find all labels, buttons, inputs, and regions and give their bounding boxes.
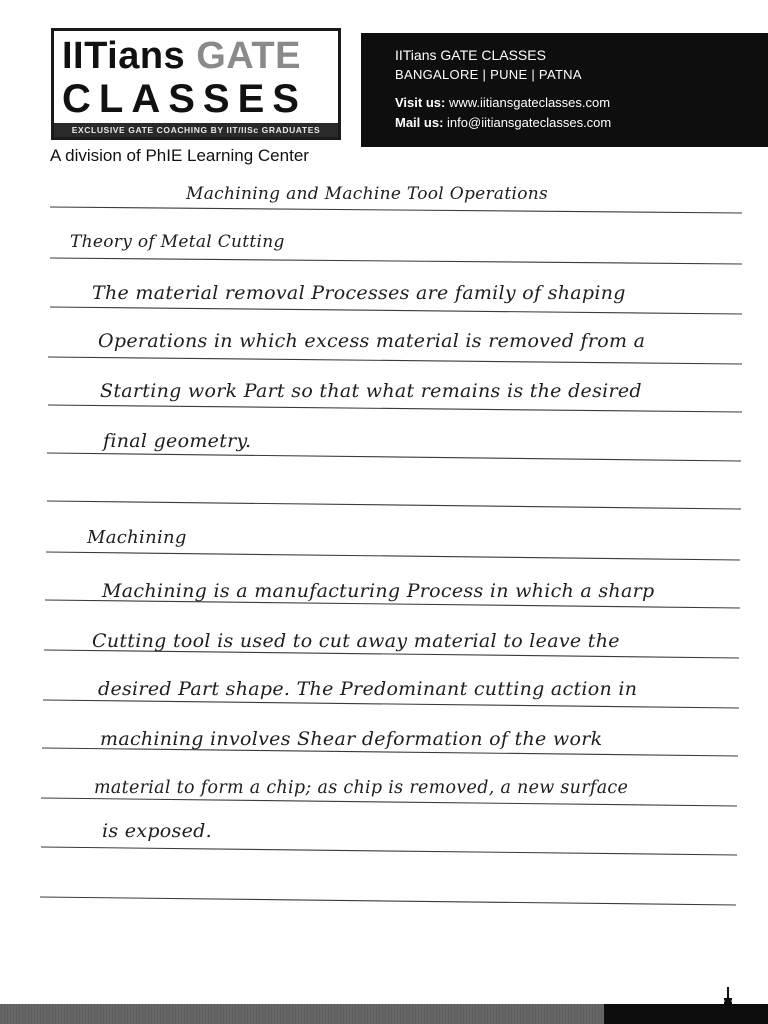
ruled-line	[40, 897, 736, 905]
notes-title: Machining and Machine Tool Operations	[186, 184, 549, 204]
ruled-line	[48, 405, 742, 412]
ruled-line	[47, 501, 741, 509]
section1-line: Starting work Part so that what remains is the desired	[100, 380, 642, 402]
section2-line: desired Part shape. The Predominant cutting action in	[98, 678, 638, 700]
ruled-line	[41, 798, 737, 806]
ruled-line	[50, 258, 742, 264]
logo-word-iitians: IITians	[62, 35, 186, 77]
ruled-line	[48, 357, 742, 364]
section1-line: final geometry.	[103, 430, 252, 452]
logo-word-gate: GATE	[196, 35, 301, 77]
website-label: Visit us:	[395, 95, 446, 110]
division-text: A division of PhIE Learning Center	[50, 146, 309, 165]
ruled-line	[43, 700, 739, 708]
section2-line: Machining is a manufacturing Process in which a sharp	[102, 580, 655, 602]
contact-brand: IITians GATE CLASSES	[395, 47, 546, 63]
section-heading-theory: Theory of Metal Cutting	[70, 232, 285, 252]
section1-line: The material removal Processes are family of shaping	[92, 282, 626, 304]
contact-cities: BANGALORE | PUNE | PATNA	[395, 67, 582, 82]
section2-line: Cutting tool is used to cut away material to leave the	[92, 630, 620, 652]
ruled-line	[50, 207, 742, 213]
ruled-line	[50, 307, 742, 314]
logo-title-line2: CLASSES	[62, 77, 307, 121]
page-mark-icon	[722, 986, 734, 1004]
email-address[interactable]: info@iitiansgateclasses.com	[447, 115, 612, 130]
section2-line: is exposed.	[102, 820, 212, 842]
ruled-line	[41, 847, 737, 855]
website-url[interactable]: www.iitiansgateclasses.com	[448, 95, 611, 110]
section2-line: machining involves Shear deformation of the work	[100, 728, 603, 750]
section-heading-machining: Machining	[87, 527, 187, 548]
footer-block	[604, 1004, 768, 1024]
email-label: Mail us:	[395, 115, 444, 130]
logo-tagline: EXCLUSIVE GATE COACHING BY IIT/IISc GRADUATES	[54, 123, 338, 137]
ruled-line	[47, 453, 741, 461]
section1-line: Operations in which excess material is removed from a	[98, 330, 646, 352]
section2-line: material to form a chip; as chip is removed, a new surface	[94, 778, 629, 798]
ruled-line	[46, 552, 740, 560]
